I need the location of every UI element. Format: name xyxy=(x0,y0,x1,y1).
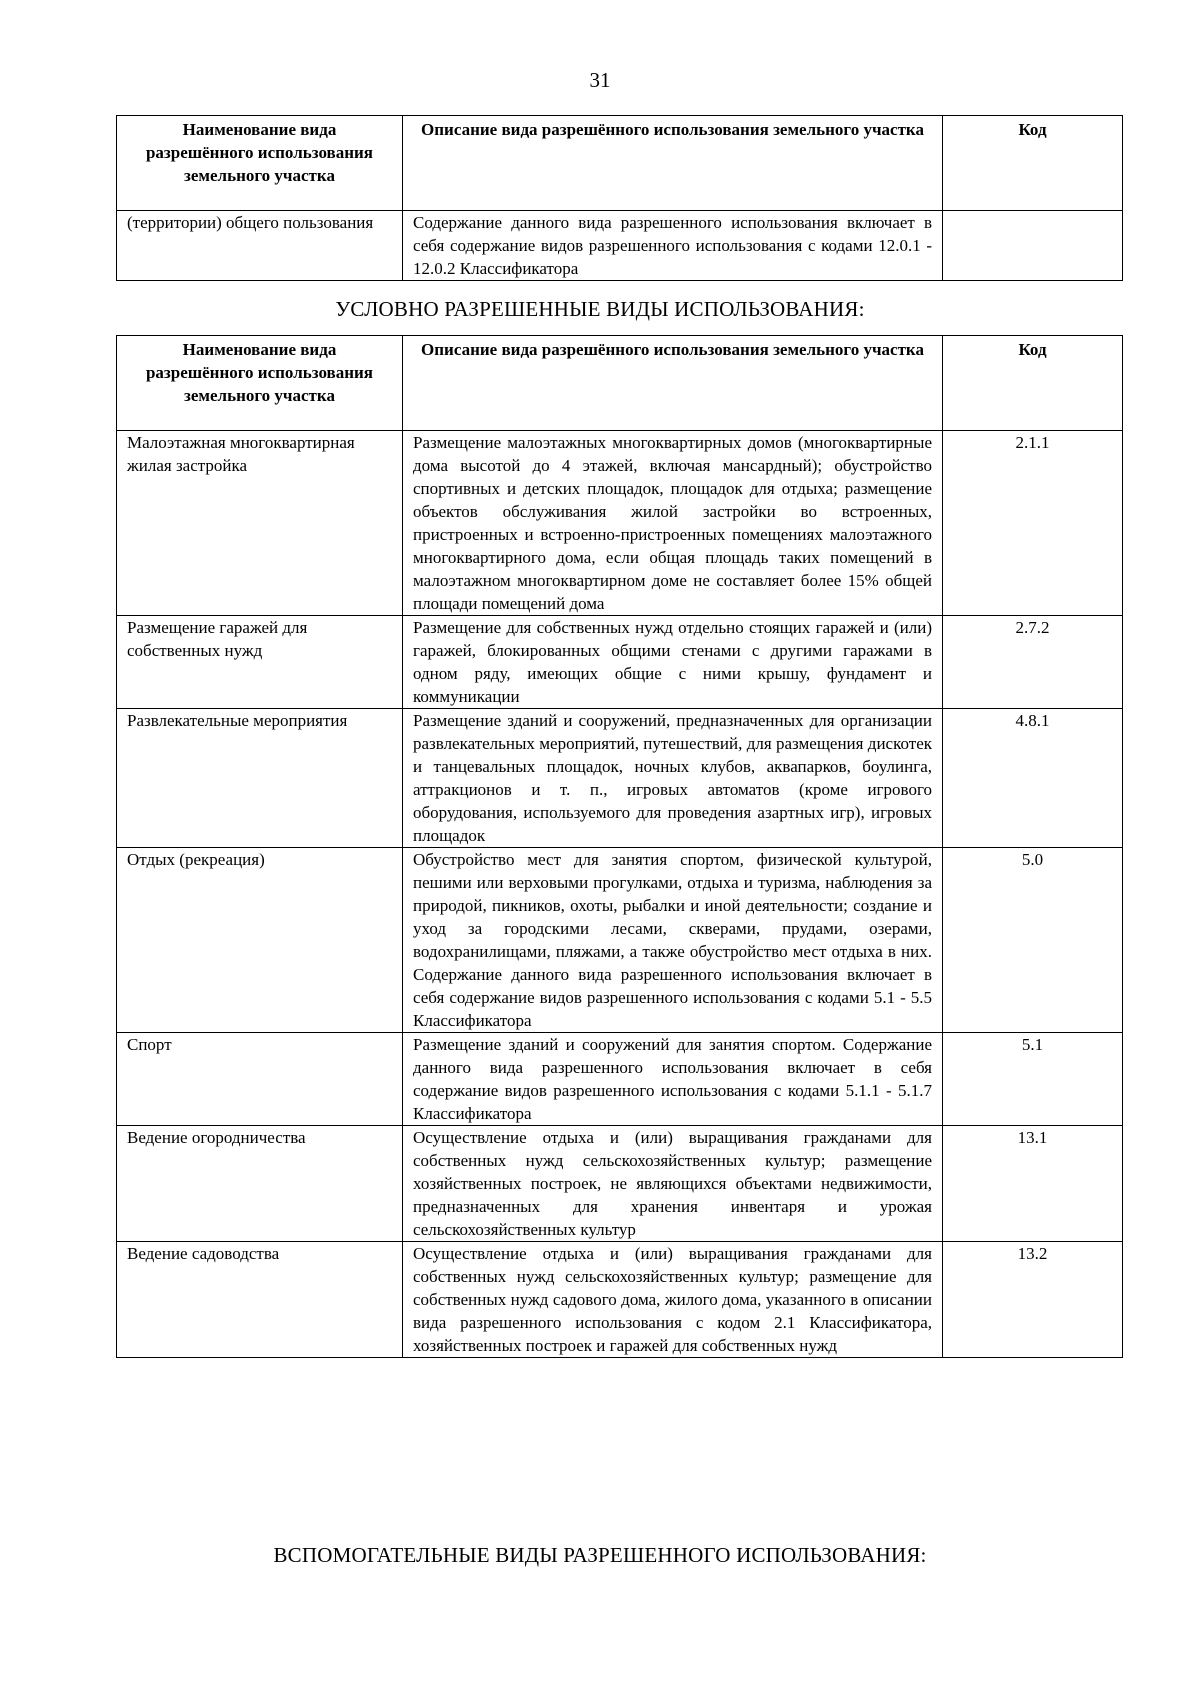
row-code: 2.7.2 xyxy=(943,616,1123,709)
row-code: 2.1.1 xyxy=(943,431,1123,616)
row-description: Осуществление отдыха и (или) выращивания гражданами для собственных нужд сельскохозяйственных культур; размещение для собственных нужд садового дома, жилого дома, указанного в описании вида разрешенного использования с кодом 2.1 Классификатора, хозяйственных построек и гаражей для собственных нужд xyxy=(403,1242,943,1358)
row-description: Размещение зданий и сооружений, предназначенных для организации развлекательных мероприятий, путешествий, для размещения дискотек и танцевальных площадок, ночных клубов, аквапарков, боулинга, аттракционов и т. п., игровых автоматов (кроме игрового оборудования, используемого для проведения азартных игр), игровых площадок xyxy=(403,709,943,848)
row-code: 5.1 xyxy=(943,1033,1123,1126)
row-description: Размещение для собственных нужд отдельно стоящих гаражей и (или) гаражей, блокированных общими стенами с другими гаражами в одном ряду, имеющих общие с ними крышу, фундамент и коммуникации xyxy=(403,616,943,709)
column-header-description: Описание вида разрешённого использования земельного участка xyxy=(403,336,943,431)
row-code: 13.1 xyxy=(943,1126,1123,1242)
row-name: Развлекательные мероприятия xyxy=(117,709,403,848)
table-row xyxy=(117,431,1123,616)
table-header-row xyxy=(117,116,1123,211)
row-code: 13.2 xyxy=(943,1242,1123,1358)
table-row xyxy=(117,1033,1123,1126)
section-heading-auxiliary: ВСПОМОГАТЕЛЬНЫЕ ВИДЫ РАЗРЕШЕННОГО ИСПОЛЬЗОВАНИЯ: xyxy=(273,1543,927,1567)
row-name: Ведение садоводства xyxy=(117,1242,403,1358)
table-row xyxy=(117,848,1123,1033)
table-row xyxy=(117,1242,1123,1358)
table-row xyxy=(117,709,1123,848)
row-code xyxy=(943,211,1123,281)
column-header-code: Код xyxy=(943,116,1123,211)
table-header-row xyxy=(117,336,1123,431)
conditional-use-table xyxy=(116,335,1123,1358)
row-name: Спорт xyxy=(117,1033,403,1126)
table-row xyxy=(117,1126,1123,1242)
row-description: Осуществление отдыха и (или) выращивания гражданами для собственных нужд сельскохозяйственных культур; размещение хозяйственных построек, не являющихся объектами недвижимости, предназначенных для хранения инвентаря и урожая сельскохозяйственных культур xyxy=(403,1126,943,1242)
row-name: Малоэтажная многоквартирная жилая застройка xyxy=(117,431,403,616)
row-code: 5.0 xyxy=(943,848,1123,1033)
column-header-name: Наименование вида разрешённого использования земельного участка xyxy=(117,336,403,431)
row-name: Отдых (рекреация) xyxy=(117,848,403,1033)
column-header-description: Описание вида разрешённого использования земельного участка xyxy=(403,116,943,211)
permitted-use-table-continued xyxy=(116,115,1123,281)
table-row xyxy=(117,211,1123,281)
row-description: Обустройство мест для занятия спортом, физической культурой, пешими или верховыми прогулками, отдыха и туризма, наблюдения за природой, пикников, охоты, рыбалки и иной деятельности; создание и уход за городскими лесами, скверами, прудами, озерами, водохранилищами, пляжами, а также обустройство мест отдыха в них. Содержание данного вида разрешенного использования включает в себя содержание видов разрешенного использования с кодами 5.1 - 5.5 Классификатора xyxy=(403,848,943,1033)
page-number: 31 xyxy=(589,68,611,92)
table-row xyxy=(117,616,1123,709)
row-code: 4.8.1 xyxy=(943,709,1123,848)
column-header-name: Наименование вида разрешённого использования земельного участка xyxy=(117,116,403,211)
row-name: Ведение огородничества xyxy=(117,1126,403,1242)
row-description: Размещение малоэтажных многоквартирных домов (многоквартирные дома высотой до 4 этажей, включая мансардный); обустройство спортивных и детских площадок, площадок для отдыха; размещение объектов обслуживания жилой застройки во встроенных, пристроенных и встроенно-пристроенных помещениях малоэтажного многоквартирного дома, если общая площадь таких помещений в малоэтажном многоквартирном доме не составляет более 15% общей площади помещений дома xyxy=(403,431,943,616)
row-description: Размещение зданий и сооружений для занятия спортом. Содержание данного вида разрешенного использования включает в себя содержание видов разрешенного использования с кодами 5.1.1 - 5.1.7 Классификатора xyxy=(403,1033,943,1126)
row-name: (территории) общего пользования xyxy=(117,211,403,281)
section-heading-conditional: УСЛОВНО РАЗРЕШЕННЫЕ ВИДЫ ИСПОЛЬЗОВАНИЯ: xyxy=(335,297,865,321)
column-header-code: Код xyxy=(943,336,1123,431)
row-name: Размещение гаражей для собственных нужд xyxy=(117,616,403,709)
row-description: Содержание данного вида разрешенного использования включает в себя содержание видов разрешенного использования с кодами 12.0.1 - 12.0.2 Классификатора xyxy=(403,211,943,281)
